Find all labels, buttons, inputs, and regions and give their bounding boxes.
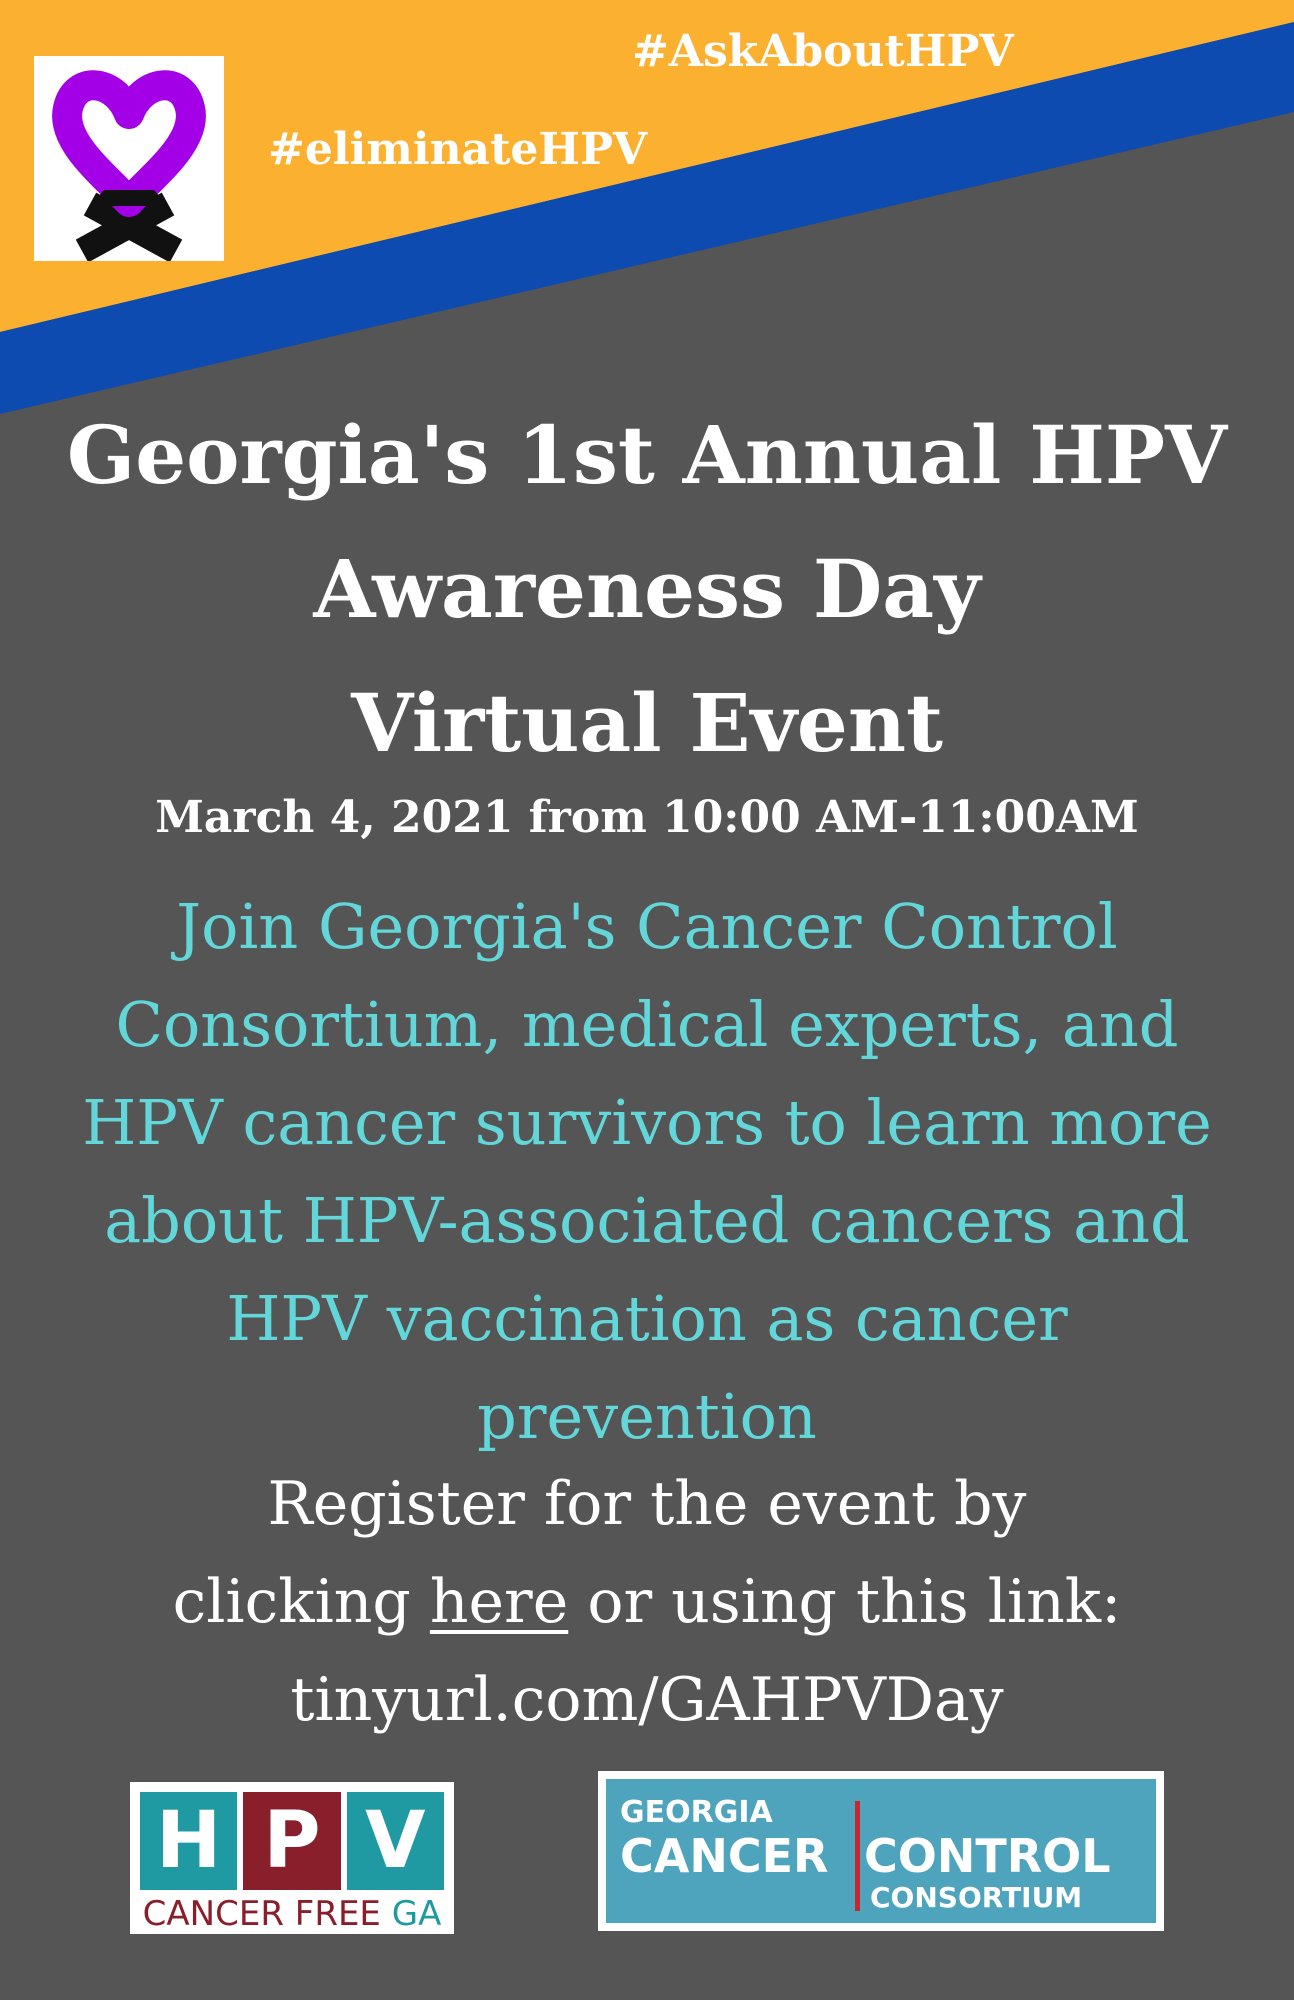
hpv-letter-tiles xyxy=(140,1792,444,1890)
description-line: HPV cancer survivors to learn more xyxy=(82,1086,1212,1159)
register-line: Register for the event by xyxy=(267,1469,1027,1539)
registration-info xyxy=(0,1455,1294,1749)
register-url[interactable]: tinyurl.com/GAHPVDay xyxy=(290,1665,1004,1735)
description-line: about HPV-associated cancers and xyxy=(104,1184,1190,1257)
gccc-georgia: GEORGIA xyxy=(620,1795,773,1830)
register-prefix: clicking xyxy=(172,1567,430,1637)
register-here-link[interactable]: here xyxy=(429,1567,569,1637)
hpv-subtitle-state: GA xyxy=(391,1894,442,1934)
hpv-logo-subtitle xyxy=(130,1894,454,1934)
title-line: Georgia's 1st Annual HPV xyxy=(66,408,1228,502)
hpv-cancer-free-ga-logo xyxy=(130,1782,454,1934)
event-title xyxy=(0,388,1294,790)
hpv-letter-v: V xyxy=(347,1792,444,1890)
event-date: March 4, 2021 from 10:00 AM-11:00AM xyxy=(155,792,1139,843)
hpv-letter-h: H xyxy=(140,1792,237,1890)
register-line xyxy=(0,1553,1294,1651)
description-line: prevention xyxy=(477,1380,817,1453)
description-line: HPV vaccination as cancer xyxy=(226,1282,1068,1355)
georgia-cancer-control-consortium-logo xyxy=(598,1771,1164,1931)
hpv-subtitle-main: CANCER FREE xyxy=(142,1894,392,1934)
hashtag-eliminate-hpv: #eliminateHPV xyxy=(268,124,648,175)
gccc-divider xyxy=(855,1801,860,1911)
hpv-ribbon-logo xyxy=(34,56,224,261)
event-description xyxy=(0,878,1294,1466)
title-line: Virtual Event xyxy=(351,676,943,770)
hashtag-ask-about-hpv: #AskAboutHPV xyxy=(632,26,1014,77)
description-line: Consortium, medical experts, and xyxy=(115,988,1179,1061)
heart-ribbon-icon xyxy=(34,56,224,261)
title-line: Awareness Day xyxy=(313,542,981,636)
gccc-logo-panel xyxy=(606,1779,1156,1923)
gccc-consortium: CONSORTIUM xyxy=(870,1881,1083,1914)
hpv-letter-p: P xyxy=(243,1792,340,1890)
register-suffix: or using this link: xyxy=(568,1567,1122,1637)
gccc-cancer: CANCER xyxy=(620,1829,829,1883)
gccc-control: CONTROL xyxy=(864,1829,1111,1883)
description-line: Join Georgia's Cancer Control xyxy=(176,890,1118,963)
